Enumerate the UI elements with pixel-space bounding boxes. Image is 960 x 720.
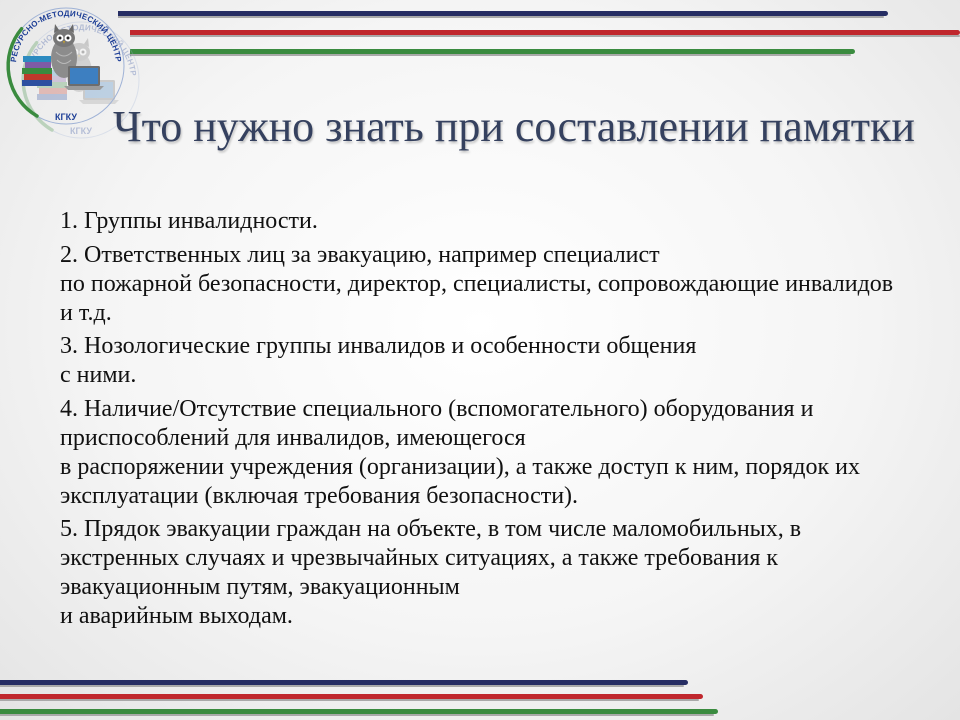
list-item-line: приспособлений для инвалидов, имеющегося <box>60 424 526 451</box>
list-item-line: 3. Нозологические группы инвалидов и особенности общения <box>60 333 697 359</box>
list-item-line: с ними. <box>60 362 137 388</box>
list-item-line: 4. Наличие/Отсутствие специального (вспомогательного) оборудования и <box>60 395 814 422</box>
slide-title: Что нужно знать при составлении памятки <box>113 102 915 151</box>
list-item-line: эвакуационным путям, эвакуационным <box>60 574 460 600</box>
books-icon <box>22 56 52 86</box>
bottom-stripe-navy-shadow <box>0 685 684 687</box>
bottom-stripe-red-shadow <box>0 699 699 701</box>
list-item <box>60 207 950 236</box>
list-item-line: в распоряжении учреждения (организации), а также доступ к ним, порядок их <box>60 453 860 480</box>
top-stripe-green-shadow <box>130 54 851 56</box>
list-item-line: по пожарной безопасности, директор, специалисты, сопровождающие инвалидов <box>60 270 894 297</box>
content-list <box>60 207 950 631</box>
logo-arc-text: РЕСУРСНО-МЕТОДИЧЕСКИЙ ЦЕНТР <box>9 8 123 63</box>
list-item <box>60 515 950 631</box>
list-item <box>60 395 950 511</box>
list-item-line: 5. Прядок эвакуации граждан на объекте, в том числе маломобильных, в <box>60 516 802 542</box>
list-item-line: эксплуатации (включая требования безопасности). <box>60 482 579 509</box>
top-stripe-navy-shadow <box>118 16 884 18</box>
list-item-line: и аварийным выходам. <box>60 603 293 629</box>
top-stripe-red-shadow <box>130 35 960 37</box>
list-item-line: 1. Группы инвалидности. <box>60 208 318 234</box>
list-item-line: 2. Ответственных лиц за эвакуацию, например специалист <box>60 241 660 268</box>
list-item-line: и т.д. <box>60 299 112 326</box>
list-item <box>60 241 950 328</box>
list-item <box>60 332 950 390</box>
list-item-line: экстренных случаях и чрезвычайных ситуациях, а также требования к <box>60 545 779 571</box>
bottom-stripe-green-shadow <box>0 714 714 716</box>
logo-bottom-text: КГКУ <box>55 112 77 122</box>
laptop-icon <box>64 66 104 90</box>
